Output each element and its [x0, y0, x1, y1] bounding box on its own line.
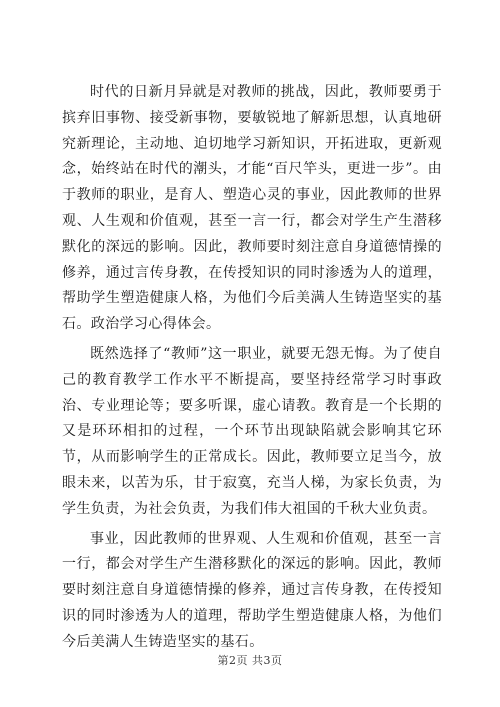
paragraph-2: 既然选择了“教师”这一职业，就要无怨无悔。为了使自己的教育教学工作水平不断提高，要坚持经常学习时事政治、专业理论等；要多听课，虚心请教。教育是一个长期的又是环环相扣的过程，一个环节出现缺陷就会影响其它环节，从而影响学生的正常成长。因此，教师要立足当今，放眼未来，以苦为乐，甘于寂寞，充当人梯，为家长负责，为学生负责，为社会负责，为我们伟大祖国的千秋大业负责。 [62, 345, 442, 517]
page-number-footer: 第2页 共3页 [217, 654, 283, 667]
paragraph-1: 时代的日新月异就是对教师的挑战，因此，教师要勇于摈弃旧事物、接受新事物，要敏锐地了解新思想，认真地研究新理论，主动地、迫切地学习新知识，开拓进取，更新观念，始终站在时代的潮头，才能“百尺竿头，更进一步”。由于教师的职业，是育人、塑造心灵的事业，因此教师的世界观、人生观和价值观，甚至一言一行，都会对学生产生潜移默化的深远的影响。因此，教师要时刻注意自身道德情操的修养，通过言传身教，在传授知识的同时渗透为人的道理，帮助学生塑造健康人格，为他们今后美满人生铸造坚实的基石。政治学习心得体会。 [62, 84, 442, 333]
document-body [62, 80, 442, 660]
paragraph-3: 事业，因此教师的世界观、人生观和价值观，甚至一言一行，都会对学生产生潜移默化的深远的影响。因此，教师要时刻注意自身道德情操的修养，通过言传身教，在传授知识的同时渗透为人的道理，帮助学生塑造健康人格，为他们今后美满人生铸造坚实的基石。 [62, 530, 442, 650]
